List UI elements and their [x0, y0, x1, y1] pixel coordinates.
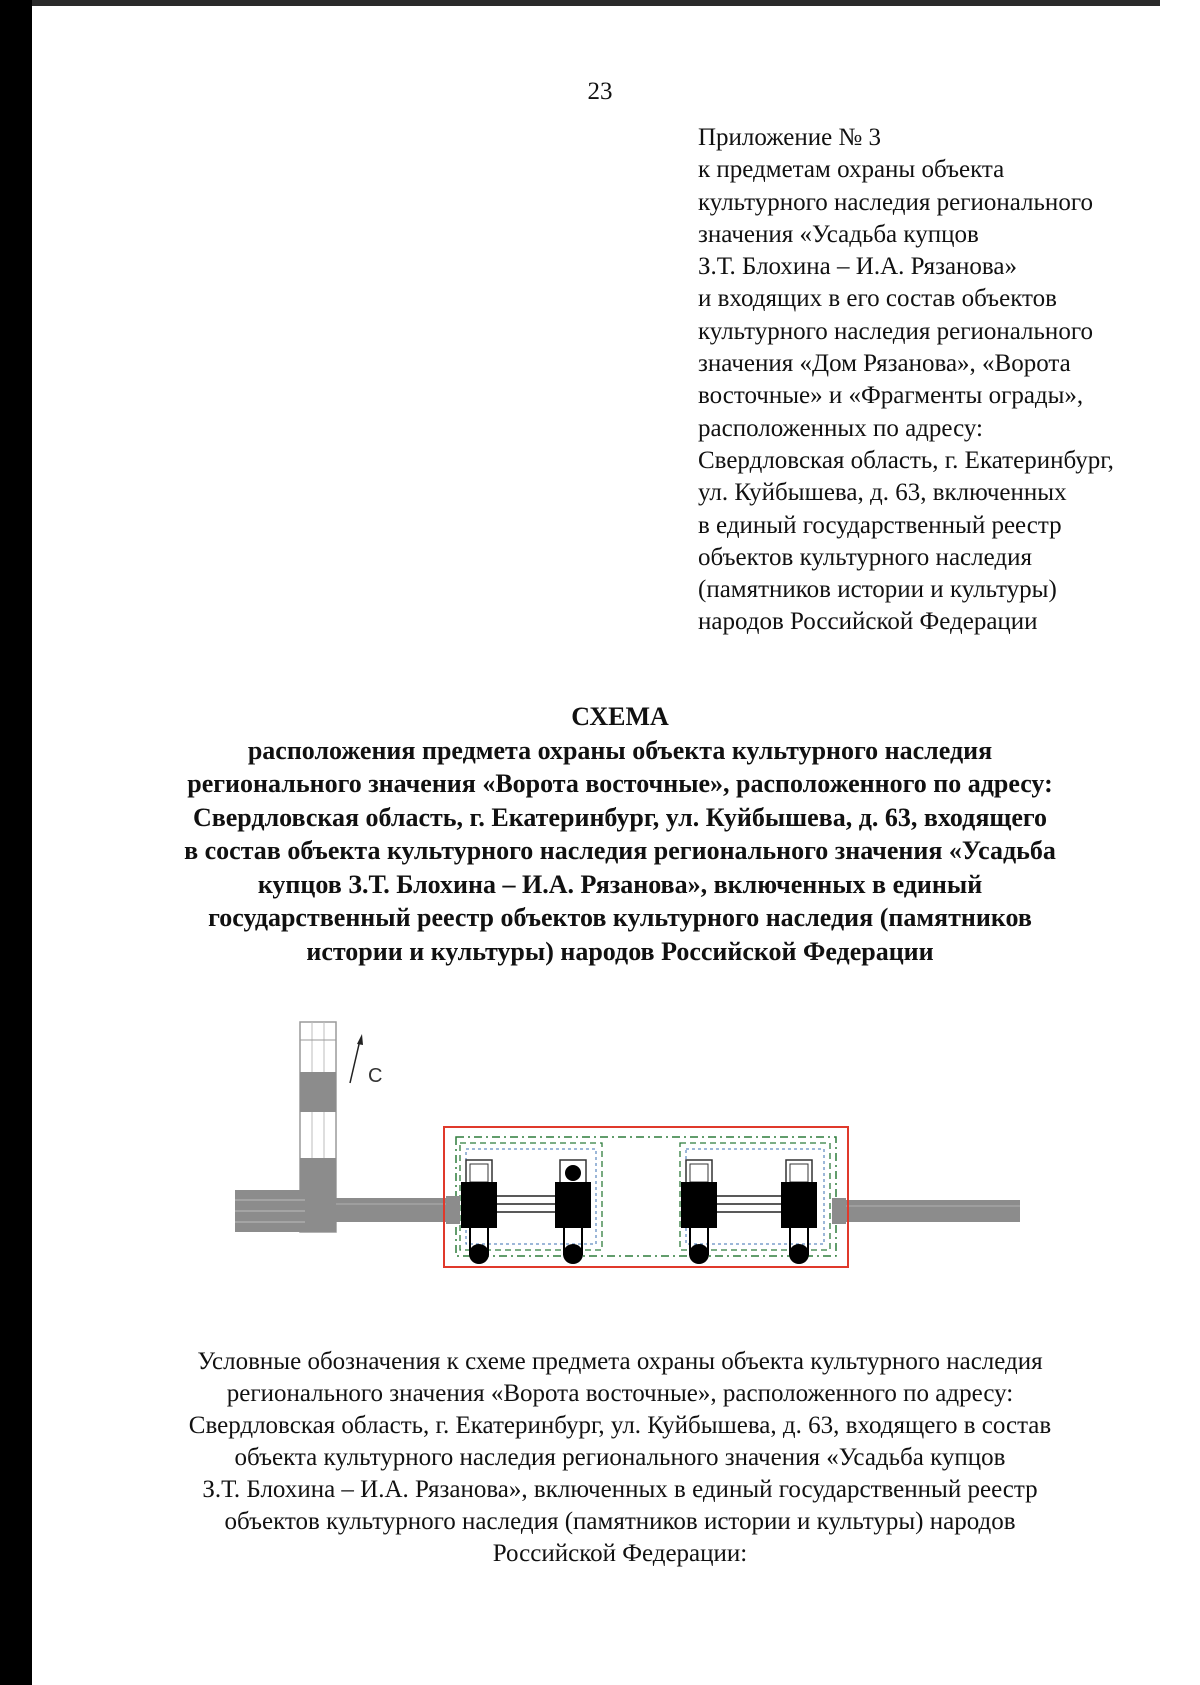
north-label: С [368, 1065, 383, 1087]
appendix-line: Приложение № 3 [698, 124, 882, 151]
legend-line: объекта культурного наследия регионального значения «Усадьба купцов [234, 1444, 1006, 1471]
north-arrow-icon [350, 1034, 382, 1087]
appendix-line: объектов культурного наследия [698, 543, 1032, 571]
appendix-line: ул. Куйбышева, д. 63, включенных [698, 479, 1067, 507]
title-line: государственный реестр объектов культурного наследия (памятников [208, 903, 1032, 932]
scan-border-top [30, 0, 1160, 6]
scan-border-left [0, 0, 32, 1685]
legend-line: Российской Федерации: [492, 1540, 748, 1567]
appendix-line: народов Российской Федерации [698, 608, 1038, 636]
title-line: в состав объекта культурного наследия регионального значения «Усадьба [184, 836, 1056, 865]
right-fence-wall [844, 1200, 1020, 1222]
legend-line: объектов культурного наследия (памятников истории и культуры) народов [224, 1508, 1016, 1535]
left-fence-wall [235, 1190, 456, 1232]
wall-stub-right [832, 1198, 846, 1224]
legend-caption [40, 1346, 1200, 1570]
appendix-line: восточные» и «Фрагменты ограды», [698, 382, 1084, 410]
title-line: купцов З.Т. Блохина – И.А. Рязанова», включенных в единый [257, 869, 983, 899]
appendix-line: З.Т. Блохина – И.А. Рязанова» [698, 253, 1018, 281]
appendix-line: культурного наследия регионального [698, 317, 1093, 345]
appendix-line: значения «Усадьба купцов [698, 220, 979, 248]
legend-line: Свердловская область, г. Екатеринбург, ул. Куйбышева, д. 63, входящего в состав [188, 1412, 1052, 1439]
legend-line: Условные обозначения к схеме предмета охраны объекта культурного наследия [197, 1348, 1043, 1375]
appendix-note [698, 122, 1168, 639]
appendix-line: расположенных по адресу: [698, 414, 983, 442]
gate-pillar [461, 1160, 497, 1264]
gate-pillar [555, 1160, 591, 1264]
title-line: расположения предмета охраны объекта культурного наследия [247, 735, 993, 765]
appendix-line: (памятников истории и культуры) [698, 576, 1057, 604]
vertical-fence-wall [300, 1022, 336, 1232]
wall-stub-left [446, 1196, 460, 1224]
appendix-line: и входящих в его состав объектов [698, 285, 1057, 313]
page-number: 23 [587, 78, 613, 105]
appendix-line: к предметам охраны объекта [698, 156, 1005, 184]
gate-pillar [681, 1160, 717, 1264]
gate-pillar [781, 1160, 817, 1264]
title-line: Свердловская область, г. Екатеринбург, ул. Куйбышева, д. 63, входящего [192, 802, 1048, 832]
appendix-line: Свердловская область, г. Екатеринбург, [698, 446, 1114, 474]
legend-line: регионального значения «Ворота восточные», расположенного по адресу: [226, 1380, 1014, 1407]
legend-line: З.Т. Блохина – И.А. Рязанова», включенных в единый государственный реестр [202, 1476, 1038, 1503]
title-line: истории и культуры) народов Российской Федерации [306, 936, 934, 966]
scheme-drawing [230, 1010, 1110, 1310]
title-line: регионального значения «Ворота восточные», расположенного по адресу: [187, 769, 1053, 798]
appendix-line: в единый государственный реестр [698, 511, 1062, 539]
appendix-line: культурного наследия регионального [698, 188, 1093, 216]
scheme-heading: СХЕМА [571, 702, 669, 731]
scheme-title [40, 700, 1200, 968]
appendix-line: значения «Дом Рязанова», «Ворота [698, 350, 1071, 378]
gate-leaf [496, 1196, 790, 1212]
